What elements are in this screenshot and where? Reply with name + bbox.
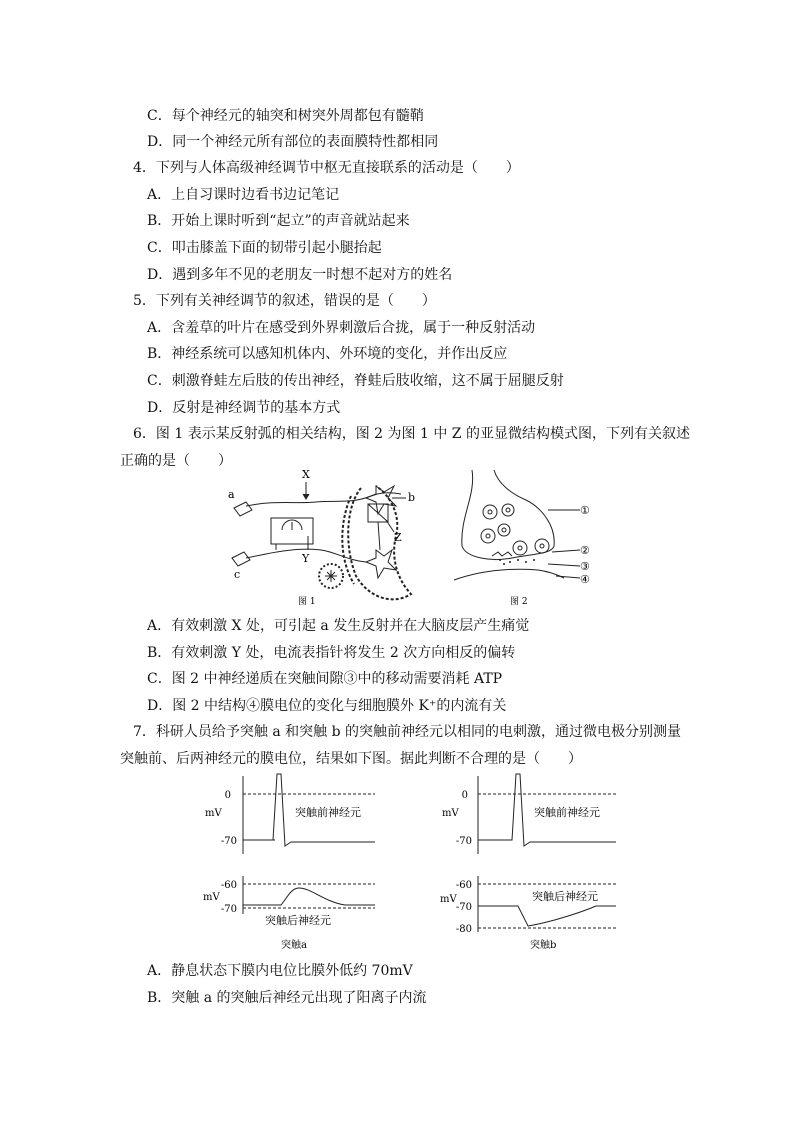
graph-b-unit-top: mV: [442, 808, 459, 819]
q7-graph-synapse-b: [432, 770, 632, 956]
q4-option-d: D．遇到多年不见的老朋友一时想不起对方的姓名: [147, 267, 453, 283]
q7-stem-line1: 7．科研人员给予突触 a 和突触 b 的突触前神经元以相同的电刺激，通过微电极分别测量: [133, 724, 682, 740]
q7-option-a: A．静息状态下膜内电位比膜外低约 70mV: [147, 963, 413, 979]
postsynaptic-trace-a: [243, 888, 375, 905]
graph-a-post-tick-70: -70: [220, 904, 237, 915]
q6-stem-line1: 6．图 1 表示某反射弧的相关结构，图 2 为图 1 中 Z 的亚显微结构模式图，下列有关叙述: [133, 426, 690, 442]
q5-option-b: B．神经系统可以感知机体内、外环境的变化，并作出反应: [147, 346, 508, 362]
q5-option-d: D．反射是神经调节的基本方式: [147, 400, 341, 416]
fig2-label-2: ②: [580, 544, 590, 557]
fig1-label-y: Y: [302, 552, 310, 565]
effector-c-shape: [232, 552, 250, 566]
fig2-label-3: ③: [580, 560, 590, 573]
graph-a-caption: 突触a: [281, 940, 307, 951]
postsynaptic-trace-b: [478, 906, 616, 926]
graph-b-caption: 突触b: [530, 940, 557, 951]
q6-stem-line2: 正确的是（ ）: [120, 453, 232, 469]
q7-graph-synapse-a: [195, 770, 395, 956]
q6-figure-2: [452, 466, 592, 612]
fig1-label-b: b: [408, 491, 416, 504]
q7-option-b: B．突触 a 的突触后神经元出现了阳离子内流: [147, 990, 427, 1006]
fig1-label-c: c: [234, 568, 241, 581]
q3-option-d: D．同一个神经元所有部位的表面膜特性都相同: [147, 134, 439, 150]
graph-b-pre-label: 突触前神经元: [534, 806, 600, 819]
q6-figure-1: [226, 466, 446, 612]
fig1-label-a: a: [228, 488, 235, 501]
graph-a-post-tick-60: -60: [220, 880, 237, 891]
fig1-label-x: X: [302, 468, 310, 481]
graph-b-post-label: 突触后神经元: [532, 890, 598, 903]
q5-option-c: C．刺激脊蛙左后肢的传出神经，脊蛙后肢收缩，这不属于屈腿反射: [147, 373, 564, 389]
postsynaptic-membrane: [454, 569, 564, 580]
receptor-a-shape: [234, 502, 252, 516]
fig2-caption: 图 2: [510, 597, 528, 607]
graph-b-tick-0: 0: [461, 790, 468, 801]
q4-option-a: A．上自习课时边看书边记笔记: [147, 187, 340, 203]
q6-option-c: C．图 2 中神经递质在突触间隙③中的移动需要消耗 ATP: [147, 671, 503, 687]
fig2-label-1: ①: [580, 504, 590, 517]
fig1-label-z: Z: [394, 531, 402, 544]
q3-option-c: C．每个神经元的轴突和树突外周都包有髓鞘: [147, 108, 424, 124]
graph-b-post-tick-60: -60: [455, 880, 472, 891]
q4-option-c: C．叩击膝盖下面的韧带引起小腿抬起: [147, 240, 382, 256]
graph-a-post-label: 突触后神经元: [265, 914, 331, 927]
graph-b-tick-70: -70: [455, 836, 472, 847]
graph-a-unit-top: mV: [205, 808, 222, 819]
fig2-label-4: ④: [580, 573, 590, 586]
graph-a-tick-0: 0: [224, 790, 231, 801]
graph-a-unit-bottom: mV: [203, 892, 220, 903]
graph-a-pre-label: 突触前神经元: [295, 806, 361, 819]
graph-a-tick-70: -70: [220, 836, 237, 847]
fig1-caption: 图 1: [298, 597, 316, 607]
q6-option-a: A．有效刺激 X 处，可引起 a 发生反射并在大脑皮层产生痛觉: [147, 618, 530, 634]
graph-b-post-tick-70: -70: [455, 902, 472, 913]
q4-stem: 4．下列与人体高级神经调节中枢无直接联系的活动是（ ）: [133, 160, 520, 176]
q6-option-d: D．图 2 中结构④膜电位的变化与细胞膜外 K⁺的内流有关: [147, 698, 507, 714]
graph-b-post-tick-80: -80: [455, 924, 472, 935]
q5-option-a: A．含羞草的叶片在感受到外界刺激后合拢，属于一种反射活动: [147, 320, 536, 336]
q6-option-b: B．有效刺激 Y 处，电流表指针将发生 2 次方向相反的偏转: [147, 645, 516, 661]
q4-option-b: B．开始上课时听到“起立”的声音就站起来: [147, 213, 410, 229]
q7-stem-line2: 突触前、后两神经元的膜电位，结果如下图。据此判断不合理的是（ ）: [120, 751, 582, 767]
graph-b-unit-bottom: mV: [440, 894, 457, 905]
q5-stem: 5．下列有关神经调节的叙述，错误的是（ ）: [133, 293, 436, 309]
